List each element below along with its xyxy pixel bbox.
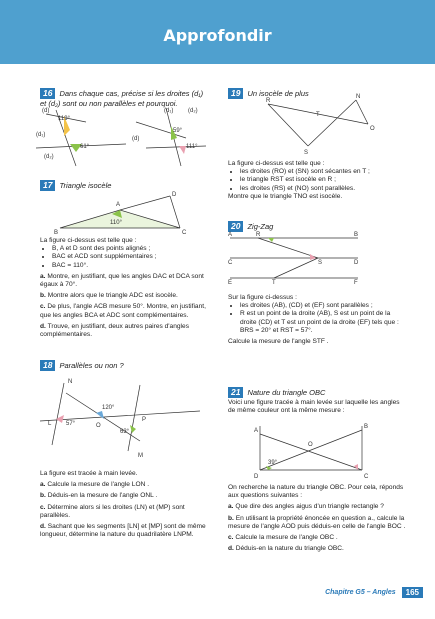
- point-T: T: [272, 280, 276, 286]
- point-N: N: [356, 94, 361, 100]
- exercise-19: [228, 88, 408, 99]
- label-59: 59°: [173, 128, 183, 134]
- point-A: A: [228, 232, 233, 238]
- ex18-figure: [40, 375, 210, 459]
- label-119: 119°: [58, 116, 70, 122]
- ex16-figure: [36, 108, 216, 168]
- label-39: 39°: [268, 460, 278, 466]
- exercise-18: [40, 360, 210, 371]
- label-d2-left: (d₂): [44, 154, 54, 160]
- label-111: 111°: [186, 144, 198, 150]
- point-O: O: [308, 442, 313, 448]
- point-B: B: [54, 230, 59, 236]
- exercise-21-title: 21 Nature du triangle OBC: [228, 387, 408, 398]
- ex21-text: On recherche la nature du triangle OBC. Pour cela, réponds aux questions suivantes : a. Que dire des angles aigus d'un triangle rectangle ? b. En utilisant la propriété énoncée en question a., calcule la mesure de l'angle AOD puis déduis-en celle de l'angle BOC . c. Calcule la mesure de l'angle OBC . d. Déduis-en la nature du triangle OBC.: [228, 484, 406, 553]
- point-R: R: [266, 98, 271, 104]
- point-D: D: [172, 192, 177, 198]
- point-S: S: [318, 260, 323, 266]
- point-E: E: [228, 280, 233, 286]
- page-header: [0, 0, 435, 64]
- point-S: S: [304, 150, 309, 156]
- exercise-17-number: 17: [40, 180, 55, 191]
- point-T: T: [316, 112, 320, 118]
- ex20-figure: [228, 232, 408, 286]
- point-R: R: [256, 232, 261, 238]
- label-110: 110°: [110, 220, 122, 226]
- point-F: F: [354, 280, 358, 286]
- exercise-20-title: 20 Zig-Zag: [228, 221, 408, 232]
- ex18-text: La figure est tracée à main levée. a. Calcule la mesure de l'angle LON . b. Déduis-en la mesure de l'angle ONL . c. Détermine alors si les droites (LN) et (MP) sont parallèles. d. Sachant que les segments [LN] et [MP] sont de même longueur, détermine la nature du quadrilatère LNPM.: [40, 470, 206, 539]
- point-D: D: [254, 474, 259, 480]
- ex20-text: Sur la figure ci-dessus : • les droites (AB), (CD) et (EF) sont parallèles ; • R est un point de la droite (AB), S est un point de la droite (CD) et T est un point de la droite (EF) tels que : BRS = 20° et RST = 57°. Calcule la mesure de l'angle STF .: [228, 294, 408, 346]
- page-number: 165: [402, 587, 423, 598]
- exercise-16-number: 16: [40, 88, 55, 99]
- point-B: B: [354, 232, 359, 238]
- point-O: O: [370, 126, 375, 132]
- label-61: 61°: [80, 144, 90, 150]
- point-M: M: [138, 453, 143, 459]
- point-B: B: [364, 424, 369, 430]
- ex17-figure: [40, 190, 210, 234]
- ex17-text: La figure ci-dessus est telle que : • B, A et D sont des points alignés ; • BAC et ACD sont supplémentaires ; • BAC = 110°. a. Montre, en justifiant, que les angles DAC et DCA sont égaux à 70°. b. Montre alors que le triangle ADC est isocèle. c. De plus, l'angle ACB mesure 50°. Montre, en justifiant, que les angles BCA et ADC sont complémentaires. d. Trouve, en justifiant, deux autres paires d'angles complémentaires.: [40, 237, 212, 339]
- exercise-16-title: 16 Dans chaque cas, précise si les droites (d₁) et (d₂) sont ou non parallèles et pourquoi.: [40, 88, 204, 108]
- point-P: P: [142, 417, 147, 423]
- point-A: A: [116, 202, 121, 208]
- ex21-intro: Voici une figure tracée à main levée sur laquelle les angles de même couleur ont la même mesure :: [228, 399, 400, 415]
- exercise-18-title: 18 Parallèles ou non ?: [40, 360, 210, 371]
- exercise-19-number: 19: [228, 88, 243, 99]
- point-O: O: [96, 423, 101, 429]
- point-N: N: [68, 379, 73, 385]
- point-C: C: [364, 474, 369, 480]
- label-d-right: (d): [132, 136, 140, 142]
- point-L: L: [48, 421, 52, 427]
- exercise-16: [40, 88, 210, 108]
- label-120: 120°: [102, 405, 115, 411]
- exercise-21: [228, 387, 408, 398]
- footer-chapter: Chapitre G5 – Angles: [325, 588, 396, 596]
- point-A: A: [254, 428, 259, 434]
- exercise-20: [228, 221, 408, 232]
- exercise-17-title: 17 Triangle isocèle: [40, 180, 210, 191]
- label-63: 63°: [120, 429, 130, 435]
- page-title: Approfondir: [163, 26, 272, 45]
- label-d: (d): [42, 108, 50, 114]
- exercise-19-title: 19 Un isocèle de plus: [228, 88, 408, 99]
- point-C: C: [182, 230, 187, 236]
- ex21-figure: [228, 424, 408, 480]
- label-d2-right: (d₂): [188, 108, 198, 114]
- exercise-20-number: 20: [228, 221, 243, 232]
- label-57: 57°: [66, 421, 76, 427]
- label-d1-right: (d₁): [164, 108, 174, 114]
- ex19-text: La figure ci-dessus est telle que : • les droites (RO) et (SN) sont sécantes en T ; • le triangle RST est isocèle en R ; • les droites (RS) et (NO) sont parallèles. Montre que le triangle TNO est isocèle.: [228, 160, 408, 201]
- ex19-figure: [228, 94, 408, 156]
- exercise-18-number: 18: [40, 360, 55, 371]
- label-d1-left: (d₁): [36, 132, 46, 138]
- page-footer: [325, 585, 423, 599]
- point-D: D: [354, 260, 359, 266]
- point-C: C: [228, 260, 233, 266]
- exercise-21-number: 21: [228, 387, 243, 398]
